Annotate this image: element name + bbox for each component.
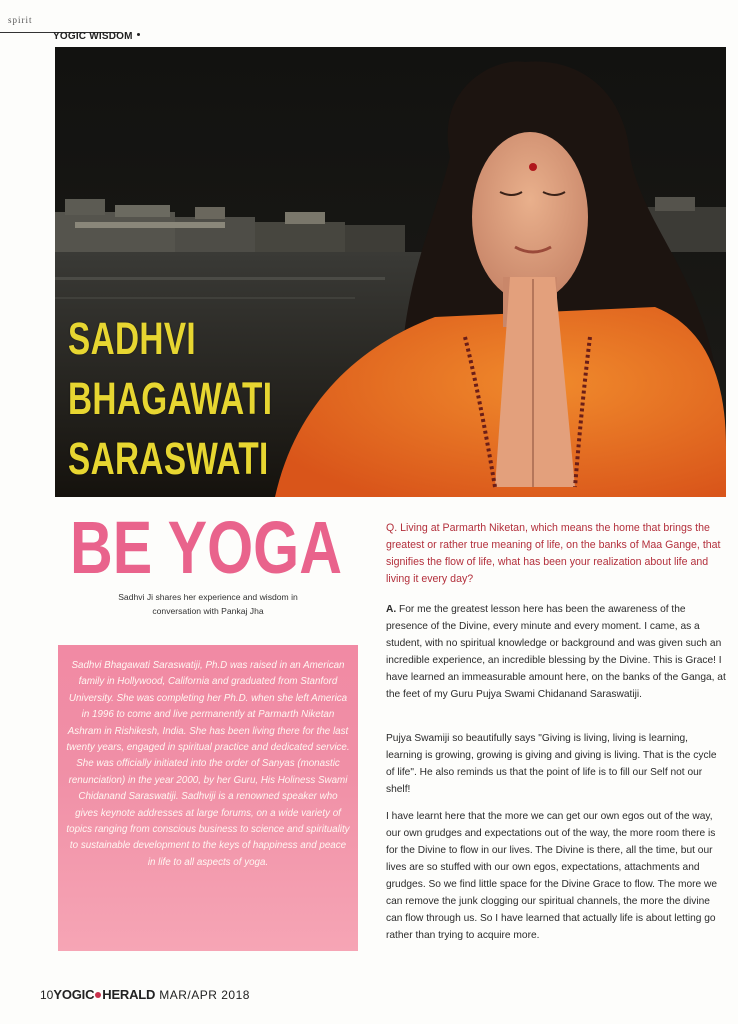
answer-lead: A. bbox=[386, 604, 397, 615]
page-number: 10 bbox=[40, 988, 54, 1002]
issue-date: MAR/APR 2018 bbox=[159, 988, 250, 1002]
answer-text: For me the greatest lesson here has been the awareness of the presence of the Divine, every minute and every moment. I came, as a student, with no spiritual knowledge or background and was given such an incredible experience, an incredible blessing by the Divine. This is Grace! I have learned an immeasurable amount here, on the banks of the Ganga, at the feet of my Guru Pujya Swami Chidanand Saraswatiji. bbox=[386, 604, 726, 700]
bio-box bbox=[58, 645, 358, 951]
answer-paragraph bbox=[386, 601, 726, 703]
page-footer bbox=[40, 987, 250, 1002]
hero-photo bbox=[55, 47, 726, 497]
hero-name-line: SARASWATI bbox=[68, 433, 269, 484]
subhead-line: conversation with Pankaj Jha bbox=[152, 606, 264, 616]
subhead-line: Sadhvi Ji shares her experience and wisdom in bbox=[118, 592, 298, 602]
interview-question: Q. Living at Parmarth Niketan, which means the home that brings the greatest or rather true meaning of life, on the banks of Maa Gange, that signifies the flow of life, what has been your realization about life and living it every day? bbox=[386, 522, 721, 585]
answer-paragraph: I have learnt here that the more we can get our own egos out of the way, our own grudges and expectations out of the way, the more room there is for the Divine to flow in our lives. The Divine is there, all the time, but our lives are so stuffed with our own egos, expectations, attachments and grudges. So we find little space for the Divine Grace to flow. The more we can remove the junk clogging our spiritual channels, the more the divine can flow through us. So I have learned that actually life is about letting go rather than trying to acquire more. bbox=[386, 811, 718, 941]
bindi bbox=[529, 163, 537, 171]
masthead-dot-icon bbox=[95, 992, 101, 998]
bio-text: Sadhvi Bhagawati Saraswatiji, Ph.D was raised in an American family in Hollywood, California and graduated from Stanford University. She was completing her Ph.D. when she left America in 1996 to come and live permanently at Parmarth Niketan Ashram in Rishikesh, India. She has been living there for the last twenty years, engaged in spiritual practice and dedicated service. She was officially initiated into the order of Sanyas (monastic renunciation) in the year 2000, by her Guru, His Holiness Swami Chidanand Saraswatiji. Sadhviji is a renowned speaker who gives keynote addresses at large forums, on a wide variety of topics ranging from conscious business to science and spirituality to sustainable development to the keys of happiness and peace in life to all aspects of yoga. bbox=[66, 660, 350, 868]
masthead-left: YOGIC bbox=[53, 987, 95, 1002]
article-headline: BE YOGA bbox=[70, 506, 342, 589]
article-subhead bbox=[78, 590, 338, 618]
hero-name-line: BHAGAWATI bbox=[68, 373, 273, 424]
section-tag: spirit bbox=[8, 15, 33, 25]
answer-paragraph: Pujya Swamiji so beautifully says "Giving is living, living is learning, learning is growing, growing is giving and giving is living. That is the cycle of life". He also reminds us that the point of life is to fill our Self not our shelf! bbox=[386, 733, 717, 795]
hero-name bbox=[68, 309, 272, 489]
header-dot bbox=[137, 33, 140, 36]
face bbox=[472, 132, 588, 302]
section-label: YOGIC WISDOM bbox=[53, 31, 133, 42]
masthead-right: HERALD bbox=[102, 987, 156, 1002]
hero-name-line: SADHVI bbox=[68, 313, 197, 364]
